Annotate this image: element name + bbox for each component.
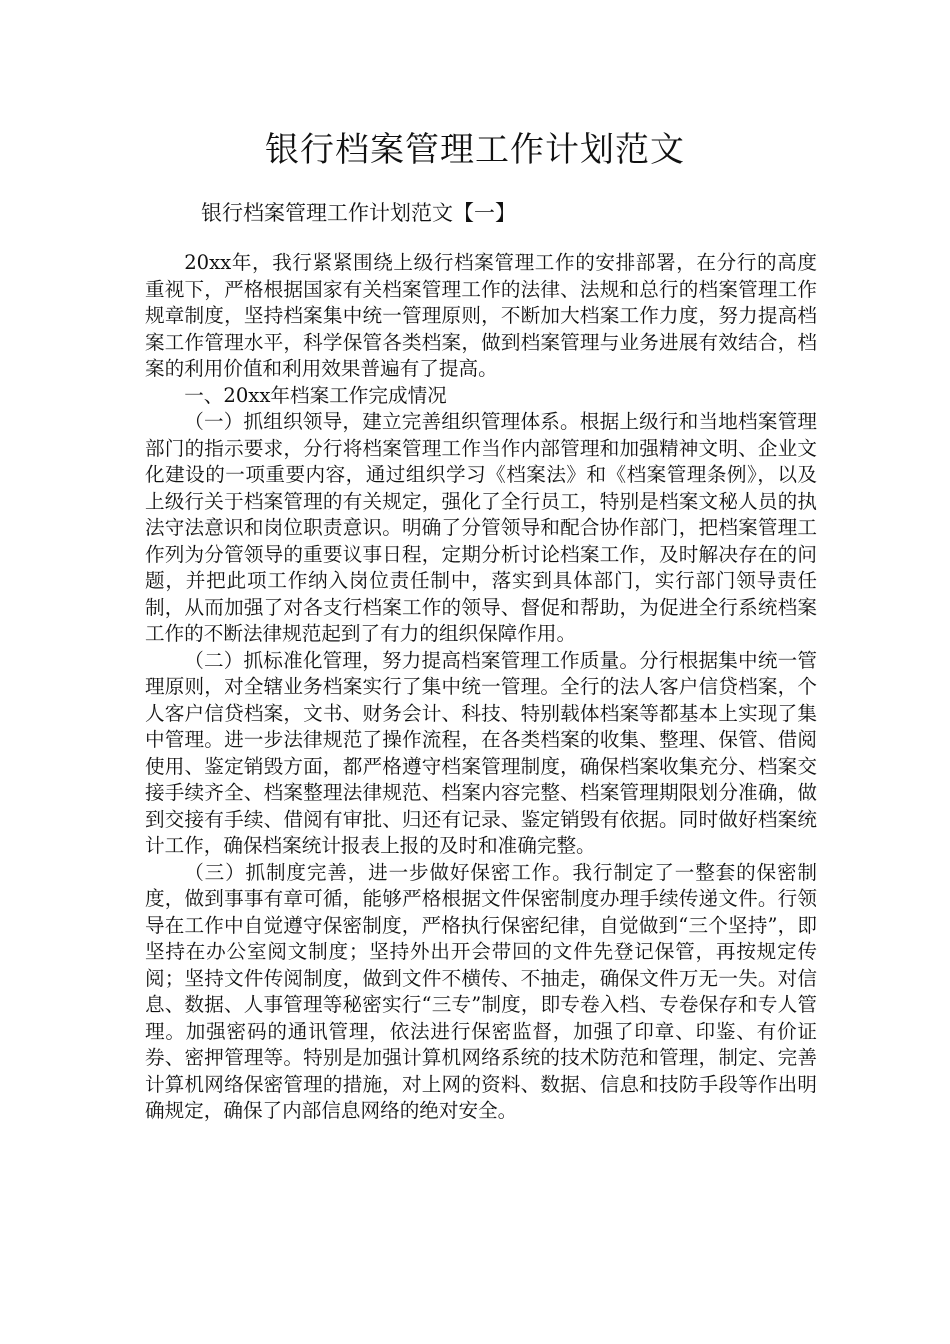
paragraph-confidentiality: （三）抓制度完善，进一步做好保密工作。我行制定了一整套的保密制度，做到事事有章可循，能够严格根据文件保密制度办理手续传递文件。行领导在工作中自觉遵守保密制度，严格执行保密纪律，自觉做到“三个坚持”，即坚持在办公室阅文制度；坚持外出开会带回的文件先登记保管，再按规定传阅；坚持文件传阅制度，做到文件不横传、不抽走，确保文件万无一失。对信息、数据、人事管理等秘密实行“三专”制度，即专卷入档、专卷保存和专人管理。加强密码的通讯管理，依法进行保密监督，加强了印章、印鉴、有价证券、密押管理等。特别是加强计算机网络系统的技术防范和管理，制定、完善计算机网络保密管理的措施，对上网的资料、数据、信息和技防手段等作出明确规定，确保了内部信息网络的绝对安全。 [145, 860, 817, 1122]
section-heading-1: 一、20xx年档案工作完成情况 [184, 383, 447, 407]
document-title: 银行档案管理工作计划范文 [265, 130, 685, 170]
paragraph-organization: （一）抓组织领导，建立完善组织管理体系。根据上级行和当地档案管理部门的指示要求，分行将档案管理工作当作内部管理和加强精神文明、企业文化建设的一项重要内容，通过组织学习《档案法》和《档案管理条例》，以及上级行关于档案管理的有关规定，强化了全行员工，特别是档案文秘人员的执法守法意识和岗位职责意识。明确了分管领导和配合协作部门，把档案管理工作列为分管领导的重要议事日程，定期分析讨论档案工作，及时解决存在的问题，并把此项工作纳入岗位责任制中，落实到具体部门，实行部门领导责任制，从而加强了对各支行档案工作的领导、督促和帮助，为促进全行系统档案工作的不断法律规范起到了有力的组织保障作用。 [145, 410, 817, 645]
paragraph-standardization: （二）抓标准化管理，努力提高档案管理工作质量。分行根据集中统一管理原则，对全辖业务档案实行了集中统一管理。全行的法人客户信贷档案，个人客户信贷档案，文书、财务会计、科技、特别载体档案等都基本上实现了集中管理。进一步法律规范了操作流程，在各类档案的收集、整理、保管、借阅使用、鉴定销毁方面，都严格遵守档案管理制度，确保档案收集充分、档案交接手续齐全、档案整理法律规范、档案内容完整、档案管理期限划分准确，做到交接有手续、借阅有审批、归还有记录、鉴定销毁有依据。同时做好档案统计工作，确保档案统计报表上报的及时和准确完整。 [145, 648, 817, 857]
document-body [145, 250, 817, 1125]
paragraph-intro: 20xx年，我行紧紧围绕上级行档案管理工作的安排部署，在分行的高度重视下，严格根据国家有关档案管理工作的法律、法规和总行的档案管理工作规章制度，坚持档案集中统一管理原则，不断加大档案工作力度，努力提高档案工作管理水平，科学保管各类档案，做到档案管理与业务进展有效结合，档案的利用价值和利用效果普遍有了提高。 [145, 251, 817, 380]
document-subtitle: 银行档案管理工作计划范文【一】 [201, 201, 516, 225]
